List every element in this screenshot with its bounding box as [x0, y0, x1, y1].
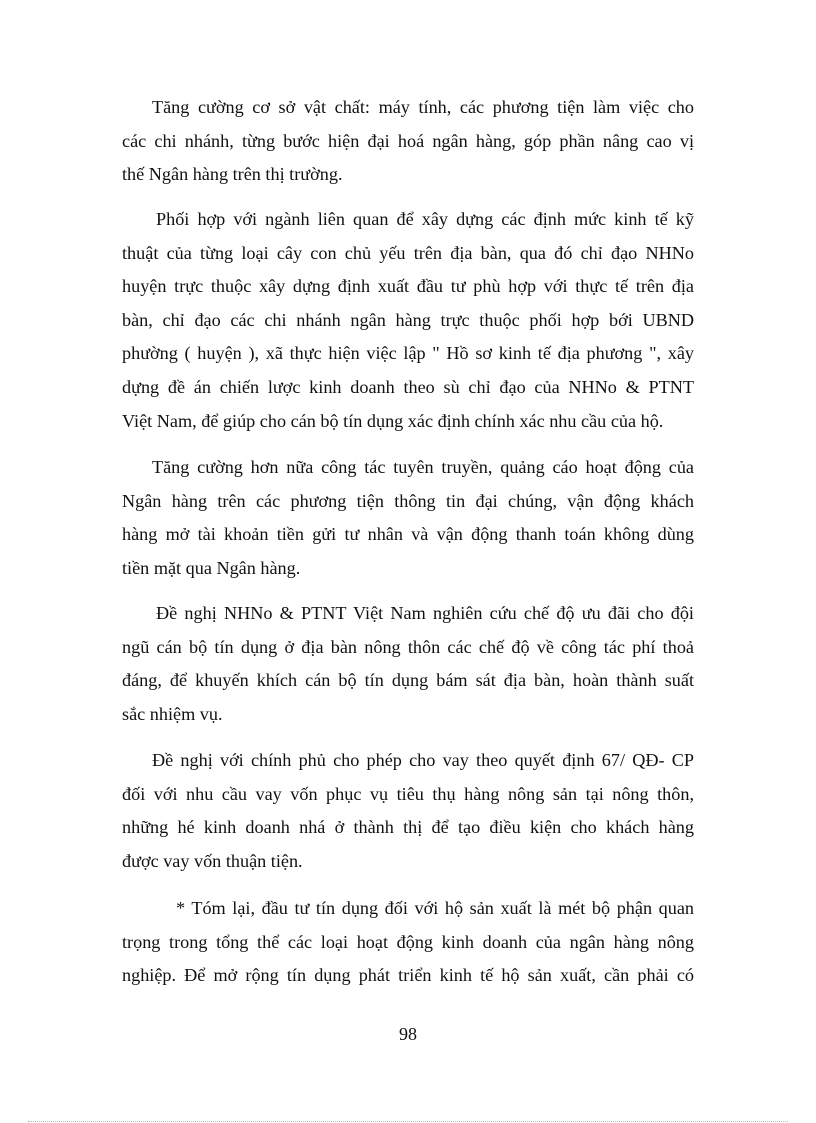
paragraph-line: * Tóm lại, đầu tư tín dụng đối với hộ sản xuất là mét bộ phận quan — [176, 898, 694, 918]
paragraph-line: đáng, để khuyến khích cán bộ tín dụng bám sát địa bàn, hoàn thành suất — [122, 670, 694, 691]
paragraph-line: huyện trực thuộc xây dựng định xuất đầu tư phù hợp với thực tế trên địa — [122, 276, 694, 297]
paragraph-line: nghiệp. Để mở rộng tín dụng phát triển kinh tế hộ sản xuất, cần phải có — [122, 965, 694, 986]
paragraph-line: dựng đề án chiến lược kinh doanh theo sù chỉ đạo của NHNo & PTNT — [122, 376, 694, 397]
paragraph-line: đối với nhu cầu vay vốn phục vụ tiêu thụ hàng nông sản tại nông thôn, — [122, 783, 694, 804]
paragraph-line: Phối hợp với ngành liên quan để xây dựng các định mức kinh tế kỹ — [156, 209, 694, 229]
paragraph-staff-incentives — [122, 597, 694, 731]
paragraph-line: Tăng cường hơn nữa công tác tuyên truyền, quảng cáo hoạt động của — [152, 457, 694, 477]
paragraph-summary — [122, 892, 694, 993]
paragraph-line: những hé kinh doanh nhá ở thành thị để tạo điều kiện cho khách hàng — [122, 817, 694, 838]
paragraph-line: Đề nghị với chính phủ cho phép cho vay theo quyết định 67/ QĐ- CP — [152, 750, 694, 770]
paragraph-line: thuật của từng loại cây con chủ yếu trên địa bàn, qua đó chỉ đạo NHNo — [122, 242, 694, 263]
paragraph-line: thế Ngân hàng trên thị trường. — [122, 164, 343, 185]
paragraph-infrastructure — [122, 91, 694, 192]
page-number: 98 — [399, 1024, 417, 1044]
paragraph-line: phường ( huyện ), xã thực hiện việc lập " Hồ sơ kinh tế địa phương ", xây — [122, 343, 694, 364]
paragraph-line: trọng trong tổng thể các loại hoạt động kinh doanh của ngân hàng nông — [122, 931, 694, 952]
paragraph-line: các chi nhánh, từng bước hiện đại hoá ngân hàng, góp phần nâng cao vị — [122, 130, 694, 151]
paragraph-promotion — [122, 451, 694, 585]
paragraph-line: Ngân hàng trên các phương tiện thông tin đại chúng, vận động khách — [122, 490, 694, 511]
paragraph-line: Đề nghị NHNo & PTNT Việt Nam nghiên cứu chế độ ưu đãi cho đội — [156, 603, 694, 623]
paragraph-line: ngũ cán bộ tín dụng ở địa bàn nông thôn các chế độ về công tác phí thoả — [122, 636, 694, 657]
paragraph-line: sắc nhiệm vụ. — [122, 703, 223, 724]
paragraph-line: tiền mặt qua Ngân hàng. — [122, 557, 301, 578]
paragraph-coordination — [122, 203, 694, 438]
paragraph-line: Tăng cường cơ sở vật chất: máy tính, các phương tiện làm việc cho — [152, 97, 694, 117]
paragraph-government-proposal — [122, 744, 694, 878]
paragraph-line: hàng mở tài khoản tiền gửi tư nhân và vận động thanh toán không dùng — [122, 524, 694, 545]
paragraph-line: bàn, chỉ đạo các chi nhánh ngân hàng trực thuộc phối hợp bới UBND — [122, 309, 694, 330]
paragraph-line: Việt Nam, để giúp cho cán bộ tín dụng xác định chính xác nhu cầu của hộ. — [122, 410, 664, 431]
paragraph-line: được vay vốn thuận tiện. — [122, 850, 303, 871]
page-bottom-divider — [28, 1121, 788, 1122]
